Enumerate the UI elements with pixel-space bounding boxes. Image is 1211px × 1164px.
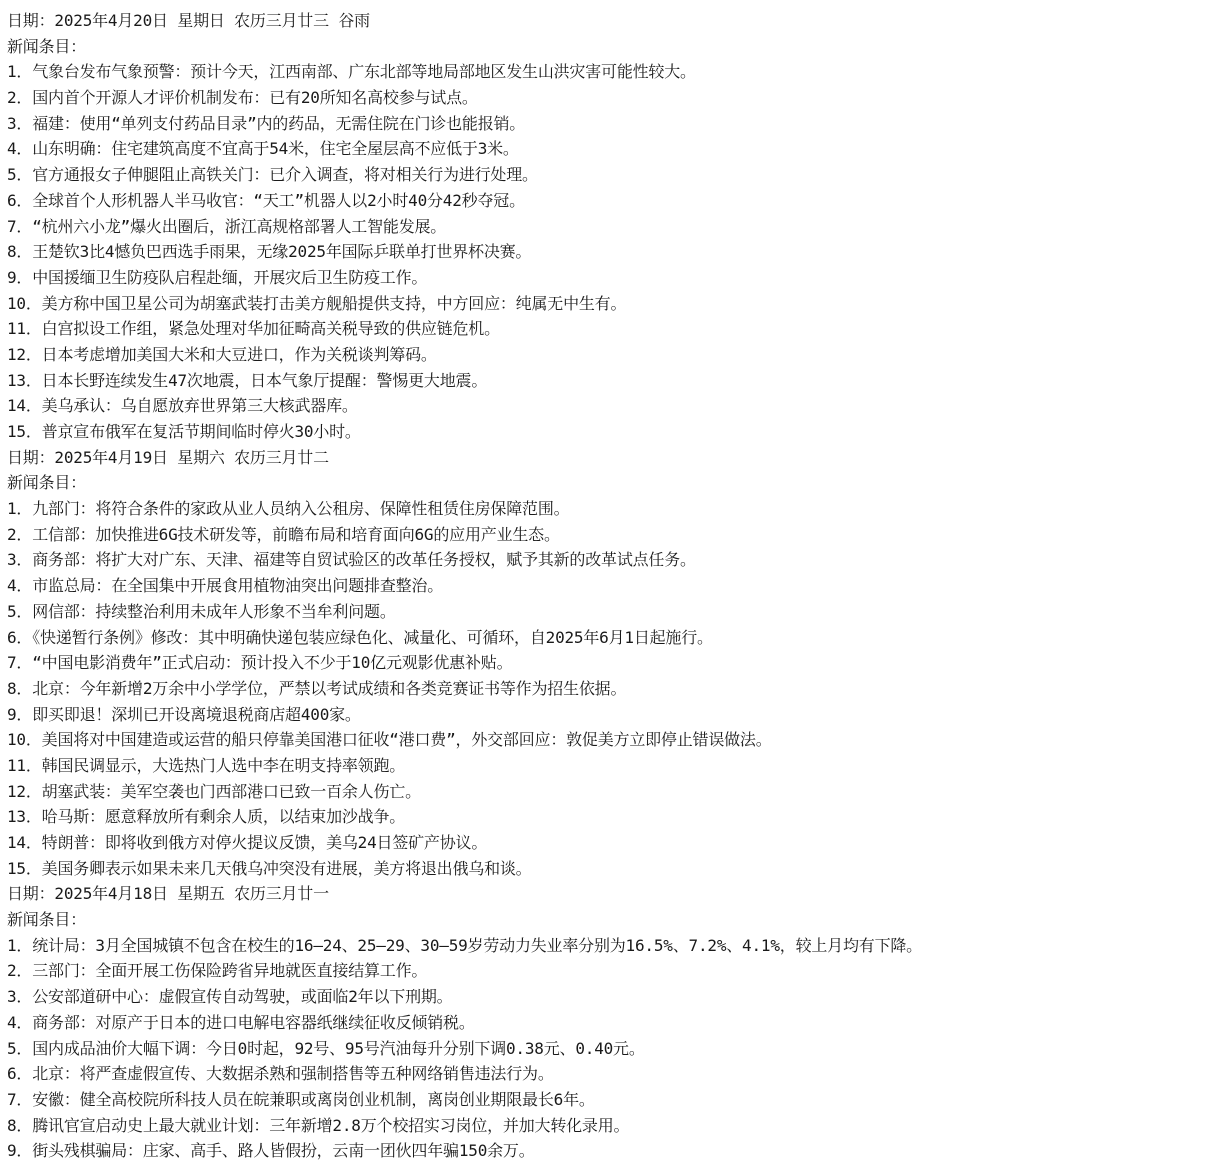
news-item: 8．腾讯官宣启动史上最大就业计划：三年新增2.8万个校招实习岗位，并加大转化录用。 — [7, 1115, 630, 1135]
news-item: 6．北京：将严查虚假宣传、大数据杀熟和强制搭售等五种网络销售违法行为。 — [7, 1064, 554, 1084]
news-item: 8．王楚钦3比4憾负巴西选手雨果，无缘2025年国际乒联单打世界杯决赛。 — [7, 242, 532, 262]
news-item: 11．韩国民调显示，大选热门人选中李在明支持率领跑。 — [7, 755, 406, 775]
news-item: 3．公安部道研中心：虚假宣传自动驾驶，或面临2年以下刑期。 — [7, 987, 453, 1007]
news-item: 14．美乌承认：乌自愿放弃世界第三大核武器库。 — [7, 396, 358, 416]
news-item: 7．“杭州六小龙”爆火出圈后，浙江高规格部署人工智能发展。 — [7, 216, 447, 236]
news-item: 6．全球首个人形机器人半马收官：“天工”机器人以2小时40分42秒夺冠。 — [7, 190, 525, 210]
news-item: 10．美方称中国卫星公司为胡塞武装打击美方舰船提供支持，中方回应：纯属无中生有。 — [7, 293, 627, 313]
news-label: 新闻条目： — [7, 473, 87, 493]
news-item: 9．中国援缅卫生防疫队启程赴缅，开展灾后卫生防疫工作。 — [7, 267, 428, 287]
date-line: 日期：2025年4月18日 星期五 农历三月廿一 — [7, 884, 329, 904]
news-item: 1．九部门：将符合条件的家政从业人员纳入公租房、保障性租赁住房保障范围。 — [7, 499, 570, 519]
news-document — [7, 8, 1207, 1164]
news-item: 11．白宫拟设工作组，紧急处理对华加征畸高关税导致的供应链危机。 — [7, 319, 500, 339]
news-item: 9．街头残棋骗局：庄家、高手、路人皆假扮，云南一团伙四年骗150余万。 — [7, 1141, 535, 1161]
news-item: 13．日本长野连续发生47次地震，日本气象厅提醒：警惕更大地震。 — [7, 370, 488, 390]
news-item: 4．商务部：对原产于日本的进口电解电容器纸继续征收反倾销税。 — [7, 1012, 475, 1032]
news-item: 15．美国务卿表示如果未来几天俄乌冲突没有进展，美方将退出俄乌和谈。 — [7, 858, 532, 878]
news-item: 5．官方通报女子伸腿阻止高铁关门：已介入调查，将对相关行为进行处理。 — [7, 165, 538, 185]
news-item: 15．普京宣布俄军在复活节期间临时停火30小时。 — [7, 422, 361, 441]
news-item: 3．商务部：将扩大对广东、天津、福建等自贸试验区的改革任务授权，赋予其新的改革试点任务。 — [7, 550, 696, 570]
news-item: 2．三部门：全面开展工伤保险跨省异地就医直接结算工作。 — [7, 961, 428, 981]
news-item: 13．哈马斯：愿意释放所有剩余人质，以结束加沙战争。 — [7, 807, 406, 827]
news-item: 1．气象台发布气象预警：预计今天，江西南部、广东北部等地局部地区发生山洪灾害可能性较大。 — [7, 62, 696, 82]
news-item: 2．工信部：加快推进6G技术研发等，前瞻布局和培育面向6G的应用产业生态。 — [7, 524, 560, 544]
news-label: 新闻条目： — [7, 910, 87, 930]
news-item: 9．即买即退！深圳已开设离境退税商店超400家。 — [7, 704, 361, 724]
news-item: 7．安徽：健全高校院所科技人员在皖兼职或离岗创业机制，离岗创业期限最长6年。 — [7, 1089, 595, 1109]
news-item: 12．胡塞武装：美军空袭也门西部港口已致一百余人伤亡。 — [7, 781, 421, 801]
date-line: 日期：2025年4月20日 星期日 农历三月廿三 谷雨 — [7, 11, 370, 30]
news-item: 6．《快递暂行条例》修改：其中明确快递包装应绿色化、减量化、可循环，自2025年6月1日起施行。 — [7, 627, 713, 647]
news-label: 新闻条目： — [7, 36, 87, 56]
news-item: 3．福建：使用“单列支付药品目录”内的药品，无需住院在门诊也能报销。 — [7, 113, 526, 133]
news-item: 7．“中国电影消费年”正式启动：预计投入不少于10亿元观影优惠补贴。 — [7, 653, 513, 673]
date-line: 日期：2025年4月19日 星期六 农历三月廿二 — [7, 447, 329, 467]
news-item: 12．日本考虑增加美国大米和大豆进口，作为关税谈判筹码。 — [7, 344, 437, 364]
news-item: 8．北京：今年新增2万余中小学学位，严禁以考试成绩和各类竞赛证书等作为招生依据。 — [7, 678, 627, 698]
news-item: 5．国内成品油价大幅下调：今日0时起，92号、95号汽油每升分别下调0.38元、0.40元。 — [7, 1038, 645, 1058]
news-item: 10．美国将对中国建造或运营的船只停靠美国港口征收“港口费”，外交部回应：敦促美方立即停止错误做法。 — [7, 730, 772, 750]
news-item: 5．网信部：持续整治利用未成年人形象不当牟利问题。 — [7, 601, 396, 621]
news-item: 2．国内首个开源人才评价机制发布：已有20所知名高校参与试点。 — [7, 88, 478, 108]
news-item: 1．统计局：3月全国城镇不包含在校生的16—24、25—29、30—59岁劳动力失业率分别为16.5%、7.2%、4.1%，较上月均有下降。 — [7, 935, 922, 955]
news-item: 14．特朗普：即将收到俄方对停火提议反馈，美乌24日签矿产协议。 — [7, 833, 488, 852]
news-item: 4．市监总局：在全国集中开展食用植物油突出问题排查整治。 — [7, 576, 444, 596]
news-item: 4．山东明确：住宅建筑高度不宜高于54米，住宅全屋层高不应低于3米。 — [7, 139, 519, 159]
